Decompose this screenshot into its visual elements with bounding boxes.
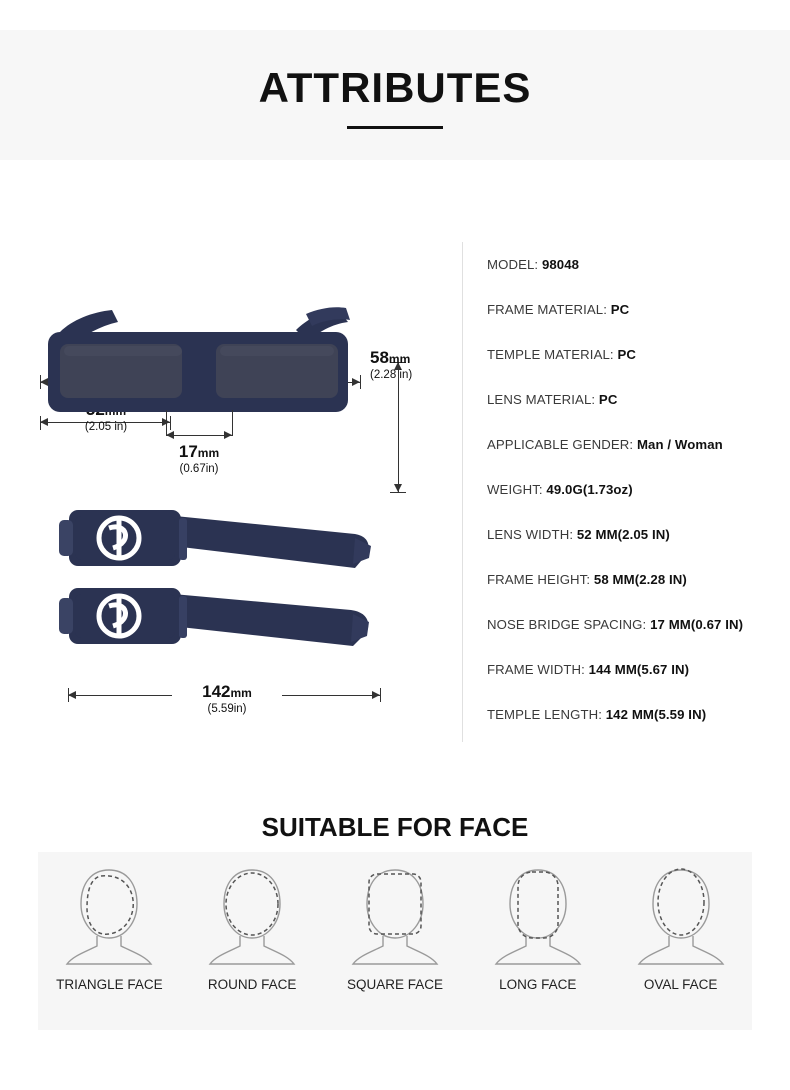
face-label-long: LONG FACE bbox=[499, 977, 577, 992]
long-face-icon bbox=[478, 860, 598, 970]
spec-row-lens-width: LENS WIDTH: 52 MM(2.05 IN) bbox=[487, 527, 670, 542]
suitable-for-face-title: SUITABLE FOR FACE bbox=[261, 812, 529, 842]
frame-height-tick-bottom bbox=[390, 492, 406, 493]
round-face-icon bbox=[192, 860, 312, 970]
face-item-triangle bbox=[39, 860, 179, 992]
footer-spacer bbox=[0, 1050, 790, 1090]
square-face-icon bbox=[335, 860, 455, 970]
face-item-long bbox=[468, 860, 608, 992]
arrow-left-icon bbox=[166, 431, 174, 439]
spec-row-frame-width: FRAME WIDTH: 144 MM(5.67 IN) bbox=[487, 662, 690, 677]
spec-row-temple-length: TEMPLE LENGTH: 142 MM(5.59 IN) bbox=[487, 707, 707, 722]
nose-bridge-label: 17mm (0.67in) bbox=[178, 442, 220, 475]
temple-length-tick-right bbox=[380, 688, 381, 702]
face-label-oval: OVAL FACE bbox=[643, 977, 718, 992]
frame-height-dimension-line bbox=[398, 362, 399, 492]
spec-row-temple-material: TEMPLE MATERIAL: PC bbox=[487, 347, 636, 362]
arrow-down-icon bbox=[394, 484, 402, 492]
spec-row-weight: WEIGHT: 49.0G(1.73oz) bbox=[487, 482, 633, 497]
header-band bbox=[0, 30, 790, 160]
triangle-face-icon bbox=[49, 860, 169, 970]
oval-face-icon bbox=[621, 860, 741, 970]
nose-bridge-dimension-line bbox=[166, 435, 232, 436]
sunglasses-front-view bbox=[20, 280, 420, 440]
face-item-square bbox=[325, 860, 465, 992]
lens-width-label: (2.05 in) bbox=[84, 421, 128, 433]
arrow-right-icon bbox=[224, 431, 232, 439]
spec-row-applicable-gender: APPLICABLE GENDER: Man / Woman bbox=[487, 437, 723, 452]
spec-row-lens-material: LENS MATERIAL: PC bbox=[487, 392, 618, 407]
temple-length-label: 142mm (5.59in) bbox=[172, 682, 282, 715]
title-underline bbox=[347, 126, 443, 129]
sunglasses-side-view bbox=[55, 498, 385, 688]
spec-row-model: MODEL: 98048 bbox=[487, 257, 580, 272]
arrow-right-icon bbox=[372, 691, 380, 699]
face-label-triangle: TRIANGLE FACE bbox=[56, 977, 163, 992]
spec-row-frame-height: FRAME HEIGHT: 58 MM(2.28 IN) bbox=[487, 572, 687, 587]
spec-list bbox=[462, 242, 790, 742]
nose-bridge-tick-left bbox=[166, 410, 167, 436]
spec-row-nose-bridge-spacing: NOSE BRIDGE SPACING: 17 MM(0.67 IN) bbox=[487, 617, 744, 632]
frame-height-label: 58mm (2.28 in) bbox=[370, 348, 413, 381]
arrow-left-icon bbox=[68, 691, 76, 699]
face-item-oval bbox=[611, 860, 751, 992]
spec-row-frame-material: FRAME MATERIAL: PC bbox=[487, 302, 630, 317]
face-label-square: SQUARE FACE bbox=[346, 977, 443, 992]
temple-length-tick-left bbox=[68, 688, 69, 702]
diagram-column bbox=[0, 170, 460, 770]
face-label-round: ROUND FACE bbox=[207, 977, 297, 992]
page-title: ATTRIBUTES bbox=[258, 64, 532, 111]
face-shape-list bbox=[38, 860, 752, 1025]
face-item-round bbox=[182, 860, 322, 992]
nose-bridge-tick-right bbox=[232, 410, 233, 436]
main-content bbox=[0, 170, 790, 770]
top-spacer bbox=[0, 0, 790, 30]
